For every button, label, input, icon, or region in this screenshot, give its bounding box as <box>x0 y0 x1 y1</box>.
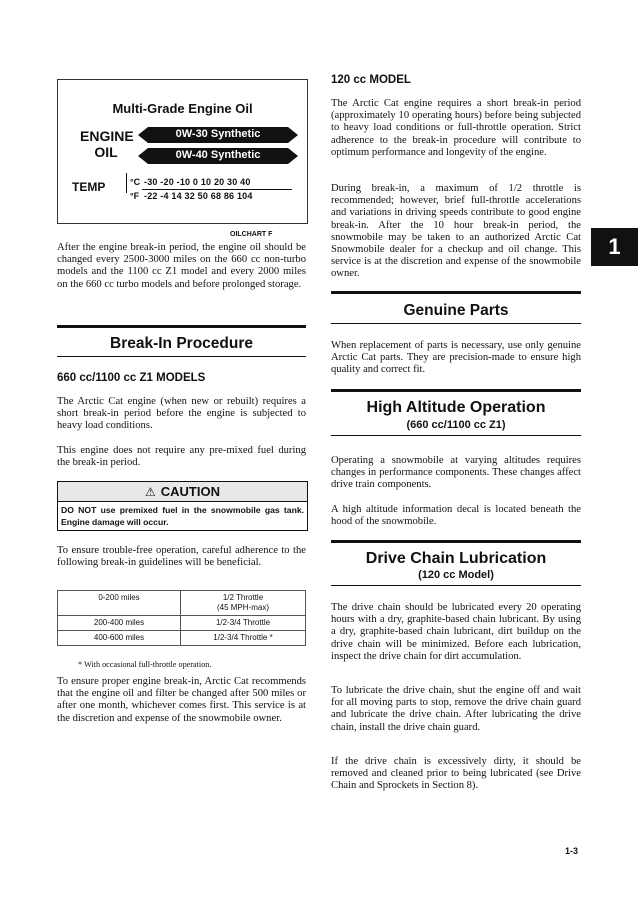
chain-para-2: To lubricate the drive chain, shut the engine off and wait for all moving parts to stop, remove the drive chain guard and lubricate the drive chain. After lubricating the drive chain, install the drive chain guard. <box>331 685 581 733</box>
oil-band-0w30 <box>138 127 298 143</box>
chain-heading: Drive Chain Lubrication <box>365 550 547 567</box>
altitude-heading: High Altitude Operation <box>366 399 546 416</box>
table-cell-miles: 0-200 miles <box>58 591 181 616</box>
altitude-para-1: Operating a snowmobile at varying altitudes requires changes in performance components. These changes affect drive train components. <box>331 455 581 491</box>
model-120-para-1: The Arctic Cat engine requires a short break-in period (approximately 10 operating hours) before being subjected to heavy load conditions or full-throttle operation. Strict adherence to the break-in procedure will contribute to optimum performance and longevity of the engine. <box>331 98 581 158</box>
model-120-heading: 120 cc MODEL <box>331 74 411 86</box>
throttle-note: (45 MPH-max) <box>216 603 269 612</box>
chain-para-3: If the drive chain is excessively dirty, it should be removed and cleaned prior to being lubricated (see Drive Chain and Sprockets in Section 8). <box>331 756 581 792</box>
table-cell-miles: 400-600 miles <box>58 631 181 646</box>
oil-chart-title: Multi-Grade Engine Oil <box>112 101 253 116</box>
throttle-value: 1/2 Throttle <box>222 593 264 602</box>
table-row <box>58 591 306 616</box>
oil-band-0w30-label: 0W-30 Synthetic <box>175 128 261 140</box>
fahrenheit-scale: -22 -4 14 32 50 68 86 104 <box>144 191 253 201</box>
oil-band-0w40-label: 0W-40 Synthetic <box>175 149 261 161</box>
breakin-para-1: The Arctic Cat engine (when new or rebuilt) requires a short break-in period before the engine is subjected to heavy load conditions. <box>57 396 306 432</box>
chain-heading-block <box>331 540 581 586</box>
breakin-para-2: This engine does not require any pre-mixed fuel during the break-in period. <box>57 445 306 469</box>
warning-triangle-icon: ⚠ <box>145 485 156 499</box>
engine-oil-label <box>80 128 132 160</box>
caution-title: CAUTION <box>160 484 220 499</box>
scale-divider <box>142 189 292 190</box>
altitude-heading-block <box>331 389 581 436</box>
table-cell-throttle: 1/2-3/4 Throttle <box>181 616 306 631</box>
oil-chart-caption: OILCHART F <box>230 231 273 238</box>
altitude-subheading: (660 cc/1100 cc Z1) <box>406 419 506 431</box>
table-footnote: * With occasional full-throttle operation. <box>78 660 212 669</box>
table-row <box>58 616 306 631</box>
altitude-para-2: A high altitude information decal is located beneath the hood of the snowmobile. <box>331 504 581 528</box>
oil-label: OIL <box>94 144 118 160</box>
table-cell-throttle <box>181 591 306 616</box>
table-row <box>58 631 306 646</box>
fahrenheit-unit: °F <box>130 191 140 201</box>
temp-label: TEMP <box>72 180 106 194</box>
table-cell-miles: 200-400 miles <box>58 616 181 631</box>
section-tab-marker: 1 <box>591 228 638 266</box>
engine-label: ENGINE <box>80 128 134 144</box>
celsius-scale: -30 -20 -10 0 10 20 30 40 <box>144 177 251 187</box>
breakin-para-4: To ensure proper engine break-in, Arctic Cat recommends that the engine oil and filter be changed after 500 miles or after one month, whichever comes first. This service is at the discretion and expense of the snowmobile owner. <box>57 676 306 724</box>
breakin-para-3: To ensure trouble-free operation, careful adherence to the following break-in guidelines will be beneficial. <box>57 545 306 569</box>
oil-change-intro: After the engine break-in period, the engine oil should be changed every 2500-3000 miles on the 660 cc non-turbo models and the 1100 cc Z1 model and every 2000 miles on the 660 cc turbo models and before prolonged storage. <box>57 242 306 290</box>
table-cell-throttle: 1/2-3/4 Throttle * <box>181 631 306 646</box>
breakin-table <box>57 590 306 646</box>
genuine-parts-text: When replacement of parts is necessary, use only genuine Arctic Cat parts. They are precision-made to ensure high quality and correct fit. <box>331 340 581 376</box>
temp-bracket <box>126 173 127 193</box>
model-120-para-2: During break-in, a maximum of 1/2 throttle is recommended; however, brief full-throttle accelerations and variations in driving speeds contribute to good engine break-in. After the 10 hour break-in period, the snowmobile may be taken to an authorized Arctic Cat Snowmobile dealer for a checkup and oil change. This service is at the discretion and expense of the snowmobile owner. <box>331 183 581 280</box>
caution-text: DO NOT use premixed fuel in the snowmobile gas tank. Engine damage will occur. <box>61 505 304 527</box>
breakin-heading: Break-In Procedure <box>110 335 253 352</box>
models-heading: 660 cc/1100 cc Z1 MODELS <box>57 372 206 384</box>
page-number: 1-3 <box>565 846 579 856</box>
chain-para-1: The drive chain should be lubricated every 20 operating hours with a dry, graphite-based chain lubricant. By using a dry, graphite-based chain lubricant, dirt buildup on the drive chain will be minimized. Before each lubrication, inspect the drive chain for dirt accumulation. <box>331 602 581 662</box>
celsius-unit: °C <box>130 177 141 187</box>
caution-box <box>57 481 308 531</box>
oil-chart <box>57 79 308 224</box>
caution-header <box>58 482 307 502</box>
breakin-heading-block <box>57 325 306 357</box>
oil-band-0w40 <box>138 148 298 164</box>
genuine-heading: Genuine Parts <box>403 302 509 319</box>
genuine-heading-block <box>331 291 581 324</box>
chain-subheading: (120 cc Model) <box>418 569 494 581</box>
